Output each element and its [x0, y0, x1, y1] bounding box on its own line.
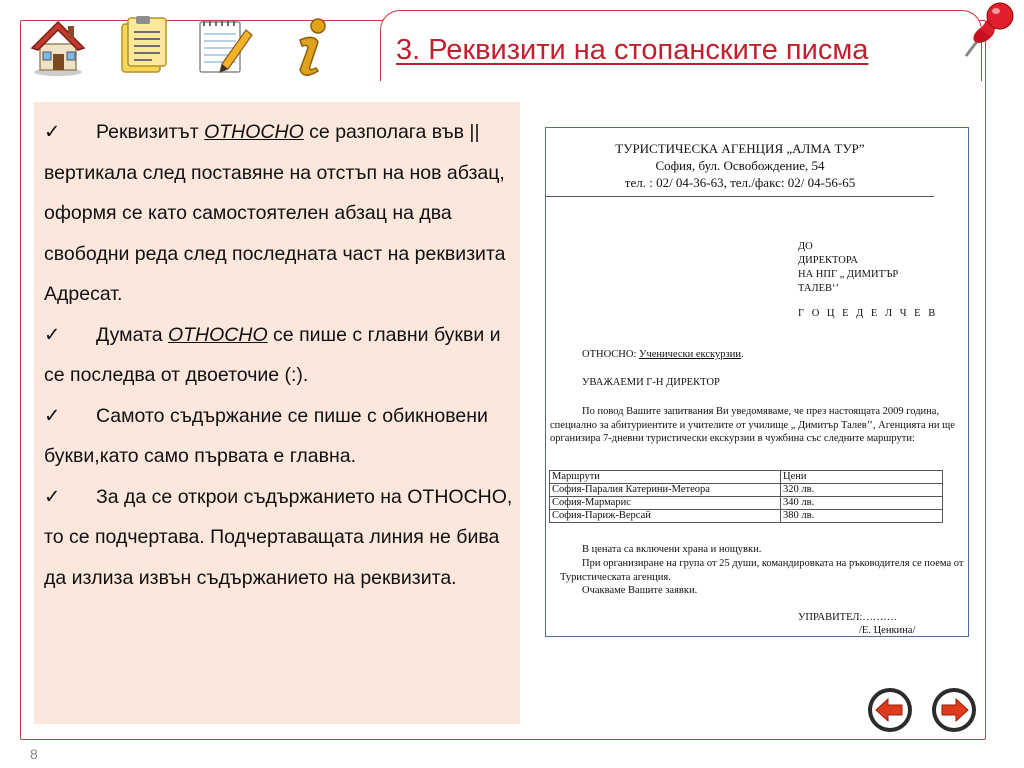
info-icon[interactable] — [278, 14, 342, 78]
document-icon[interactable] — [110, 14, 174, 78]
table-row: София-Париж-Версай 380 лв. — [550, 510, 943, 523]
letter-paragraph: В цената са включени храна и нощувки. — [582, 544, 762, 555]
letter-body: По повод Вашите запитвания Ви уведомяваме, че през настоящата 2009 година, специално за абитуриентите и учителите от училище „ Димитър Талев’’, Агенцията ни ще организира 7-дневни туристически екскурзии в чужбина със следните маршрути: — [550, 406, 955, 444]
back-button[interactable] — [866, 686, 914, 734]
back-arrow-icon — [866, 686, 914, 734]
otnosno-line: ОТНОСНО: Ученически екскурзии. — [582, 349, 744, 360]
table-row: София-Паралия Катерини-Метеора 320 лв. — [550, 484, 943, 497]
letter-paragraph: Очакваме Вашите заявки. — [582, 585, 698, 596]
checkmark-icon: ✓ — [44, 485, 61, 508]
checkmark-icon: ✓ — [44, 121, 61, 143]
red-pushpin-icon — [962, 0, 1020, 64]
checkmark-icon: ✓ — [44, 323, 61, 346]
table-header-row: Маршрути Цени — [550, 471, 943, 484]
bullet-item: ✓ Реквизитът ОТНОСНО се разполага във || вертикала след поставяне на отстъп на нов абзац, оформя се като самостоятелен абзац на два свободни реда след последната част на реквизита Адресат. — [44, 112, 514, 315]
letter-address: ДО ДИРЕКТОРА НА НПГ „ ДИМИТЪР ТАЛЕВ‘’ — [798, 241, 899, 294]
home-icon[interactable] — [26, 14, 90, 78]
header-divider — [546, 196, 934, 197]
notepad-pencil-icon[interactable] — [194, 14, 258, 78]
bullet-item: ✓ За да се открои съдържанието на ОТНОСНО, то се подчертава. Подчертаващата линия не бива да излиза извън съдържанието на реквизита. — [44, 477, 514, 599]
table-row: София-Мармарис 340 лв. — [550, 497, 943, 510]
salutation: УВАЖАЕМИ Г-Н ДИРЕКТОР — [582, 377, 720, 388]
next-button[interactable] — [930, 686, 978, 734]
checkmark-icon: ✓ — [44, 404, 61, 427]
page-title: 3. Реквизити на стопанските писма — [396, 34, 869, 66]
address-city: Г О Ц Е Д Е Л Ч Е В — [798, 308, 938, 319]
signature-label: УПРАВИТЕЛ:………. — [798, 612, 897, 623]
bullet-item: ✓ Самото съдържание се пише с обикновени букви,като само първата е главна. — [44, 396, 514, 477]
page-number: 8 — [30, 746, 38, 762]
letter-paragraph: При организиране на група от 25 души, командировката на ръководителя се поема от Туристическата агенция. — [560, 558, 964, 583]
signature-name: /Е. Ценкина/ — [859, 625, 916, 636]
bullet-list — [44, 112, 514, 598]
next-arrow-icon — [930, 686, 978, 734]
letter-header: ТУРИСТИЧЕСКА АГЕНЦИЯ „АЛМА ТУР” София, бул. Освобождение, 54 тел. : 02/ 04-36-63, тел./факс: 02/ 04-56-65 — [615, 141, 865, 190]
sample-letter — [545, 127, 969, 637]
routes-table — [549, 470, 943, 523]
bullet-item: ✓ Думата ОТНОСНО се пише с главни букви и се последва от двоеточие (:). — [44, 315, 514, 396]
